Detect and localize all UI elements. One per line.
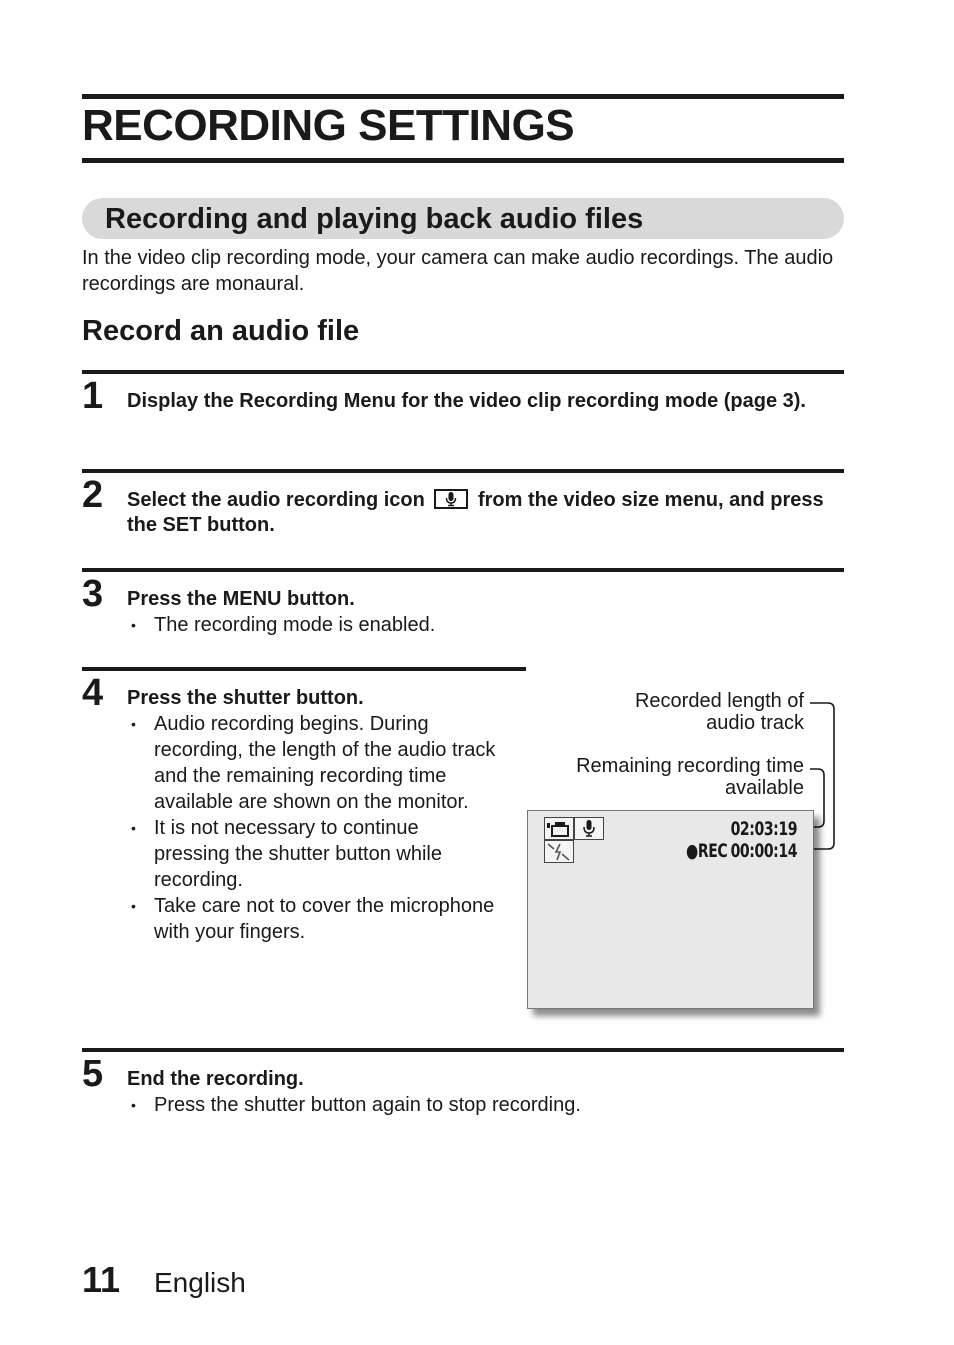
page-language: English [154, 1267, 246, 1298]
video-mode-icon [544, 817, 574, 840]
recorded-time-readout: 02:03:19 [730, 818, 797, 840]
step-5-title: End the recording. [127, 1068, 304, 1090]
step-3-title: Press the MENU button. [127, 588, 355, 610]
step-4-rule [82, 667, 526, 671]
step-5-rule [82, 1048, 844, 1052]
page-title: RECORDING SETTINGS [82, 101, 575, 150]
step-2-title-before: Select the audio recording icon [127, 489, 425, 511]
title-rule-top [82, 94, 844, 99]
step-5-number: 5 [82, 1053, 104, 1095]
step-4-number: 4 [82, 672, 104, 714]
subsection-heading: Record an audio file [82, 315, 360, 347]
step-3-rule [82, 568, 844, 572]
camera-monitor-screen [527, 810, 814, 1009]
step-4-title: Press the shutter button. [127, 687, 364, 709]
step-2-title-after: from the video size menu, and press the SET button. [127, 489, 824, 536]
step-1-number: 1 [82, 375, 104, 417]
step-2-number: 2 [82, 474, 104, 516]
title-rule-bottom [82, 158, 844, 163]
flash-off-icon [544, 840, 574, 863]
step-1-title: Display the Recording Menu for the video clip recording mode (page 3). [127, 390, 806, 412]
step-5-bullet-1: • Press the shutter button again to stop recording. [127, 1092, 817, 1118]
step-2-rule [82, 469, 844, 473]
step-1-rule [82, 370, 844, 374]
section-heading: Recording and playing back audio files [105, 203, 644, 235]
step-3-bullet-1: • The recording mode is enabled. [127, 612, 817, 638]
rec-indicator: ●REC [685, 840, 727, 862]
step-4-bullet-1: • Audio recording begins. During recording, the length of the audio track and the remaining recording time available are shown on the monitor. [127, 711, 499, 815]
microphone-icon [574, 817, 604, 840]
callout-recorded-length: Recorded length of audio track [634, 690, 804, 734]
step-3-number: 3 [82, 573, 104, 615]
step-3-bullets [127, 612, 817, 638]
step-2-title [127, 488, 842, 538]
step-5-bullets [127, 1092, 817, 1118]
section-banner [82, 198, 844, 239]
microphone-icon [434, 489, 468, 509]
step-4-bullet-3: • Take care not to cover the microphone with your fingers. [127, 893, 499, 945]
step-4-bullet-2: • It is not necessary to continue pressing the shutter button while recording. [127, 815, 499, 893]
callout-remaining-time: Remaining recording time available [576, 755, 804, 799]
step-4-bullets [127, 711, 499, 945]
intro-paragraph: In the video clip recording mode, your camera can make audio recordings. The audio recordings are monaural. [82, 247, 834, 295]
page-number: 11 [82, 1259, 121, 1300]
remaining-time-readout: 00:00:14 [730, 840, 797, 862]
